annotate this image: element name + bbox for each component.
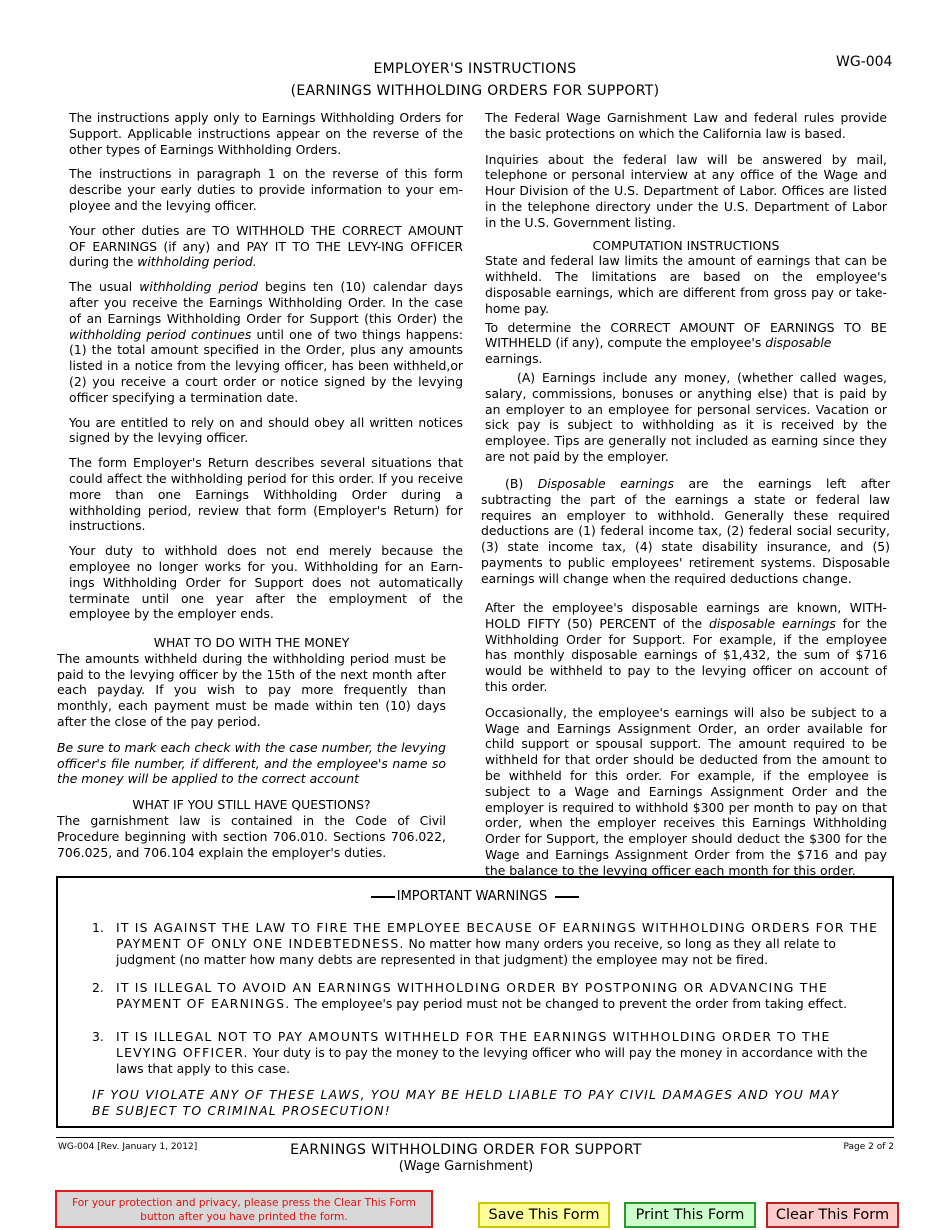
paragraph: State and federal law limits the amount of earnings that can be withheld. The limitations are based on the employee's disposable earnings, which are different from gross pay or take-home pay. <box>485 253 887 316</box>
right-column-end <box>485 600 887 888</box>
form-number: WG-004 <box>836 54 893 70</box>
footer-subtitle: (Wage Garnishment) <box>398 1159 534 1174</box>
paragraph: The form Employer's Return describes several situations that could affect the withholding period for this order. If you receive more than one Earnings Withholding Order during a withholding period, review that form (Employer's Return) for instructions. <box>69 455 463 534</box>
right-column <box>485 110 887 476</box>
page-number: Page 2 of 2 <box>843 1142 894 1152</box>
paragraph: The usual withholding period begins ten (10) calendar days after you receive the Earnings Withholding Order. In the case of an Earnings Withholding Order for Support (this Order) the withholding period continues until one of two things happens: (1) the total amount specified in the Order, plus any amounts listed in a notice from the levying officer, has been withheld,or (2) you receive a court order or notice signed by the levying officer specifying a termination date. <box>69 279 464 405</box>
warnings-closing: IF YOU VIOLATE ANY OF THESE LAWS, YOU MAY BE HELD LIABLE TO PAY CIVIL DAMAGES AND YOU MAY BE SUBJECT TO CRIMINAL PROSECUTION! <box>92 1087 840 1118</box>
paragraph: The instructions apply only to Earnings Withholding Orders for Support. Applicable instructions appear on the reverse of the other types of Earnings Withholding Orders. <box>69 110 463 157</box>
warning-item: 3. IT IS ILLEGAL NOT TO PAY AMOUNTS WITHHELD FOR THE EARNINGS WITHHOLDING ORDER TO THE LEVYING OFFICER. Your duty is to pay the money to the levying officer who will pay the money in accordance with the laws that apply to this case. <box>92 1029 868 1076</box>
right-column-cont <box>481 476 890 596</box>
paragraph: (A) Earnings include any money, (whether called wages, salary, commissions, bonuses or anything else) that is paid by an employer to an employee for personal services. Vacation or sick pay is subject to withholding as it is received by the employee. Tips are generally not included as earning since they are not paid by the employer. <box>485 369 887 464</box>
save-button[interactable]: Save This Form <box>478 1202 610 1228</box>
paragraph: The garnishment law is contained in the Code of Civil Procedure beginning with section 706.010. Sections 706.022, 706.025, and 706.104 explain the employer's duties. <box>57 812 446 860</box>
paragraph: Your other duties are TO WITHHOLD THE CORRECT AMOUNT OF EARNINGS (if any) and PAY IT TO THE LEVY-ING OFFICER during the withholding period. <box>69 222 463 270</box>
page-title: EMPLOYER'S INSTRUCTIONS <box>373 61 577 77</box>
paragraph: Inquiries about the federal law will be answered by mail, telephone or personal interview at any office of the Wage and Hour Division of the U.S. Department of Labor. Offices are listed in the telephone directory under the U.S. Department of Labor in the U.S. Government listing. <box>485 151 887 230</box>
money-section <box>57 635 446 869</box>
privacy-notice: For your protection and privacy, please press the Clear This Form button after you have printed the form. <box>55 1190 433 1228</box>
paragraph: The amounts withheld during the withholding period must be paid to the levying officer by the 15th of the next month after each payday. If you wish to pay more frequently than monthly, each payment must be made within ten (10) days after the close of the pay period. <box>57 650 446 729</box>
paragraph: The instructions in paragraph 1 on the reverse of this form describe your early duties to provide information to your em-ployee and the levying officer. <box>69 166 463 213</box>
left-column <box>69 110 463 629</box>
paragraph: (B) Disposable earnings are the earnings left after subtracting the part of the earnings a state or federal law requires an employer to withhold. Generally these required deductions are (1) federal income tax, (2) federal social security, (3) state income tax, (4) state disability insurance, and (5) payments to public employees' retirement systems. Disposable earnings will change when the required deductions change. <box>481 476 890 586</box>
warning-item: 2. IT IS ILLEGAL TO AVOID AN EARNINGS WITHHOLDING ORDER BY POSTPONING OR ADVANCING THE PAYMENT OF EARNINGS. The employee's pay period must not be changed to prevent the order from taking effect. <box>92 980 848 1011</box>
footer-divider <box>56 1137 894 1138</box>
revision-label: WG-004 [Rev. January 1, 2012] <box>58 1142 198 1152</box>
paragraph: After the employee's disposable earnings are known, WITH-HOLD FIFTY (50) PERCENT of the disposable earnings for the Withholding Order for Support. For example, if the employee has monthly disposable earnings of $1,432, the sum of $716 would be withheld to pay to the levying officer on account of this order. <box>485 600 887 694</box>
warnings-box <box>56 876 894 1128</box>
warnings-title: IMPORTANT WARNINGS <box>58 889 892 904</box>
section-heading: COMPUTATION INSTRUCTIONS <box>592 237 780 253</box>
page-subtitle: (EARNINGS WITHHOLDING ORDERS FOR SUPPORT) <box>290 83 660 99</box>
footer-title: EARNINGS WITHHOLDING ORDER FOR SUPPORT <box>290 1142 642 1158</box>
section-heading: WHAT IF YOU STILL HAVE QUESTIONS? <box>132 797 371 813</box>
paragraph: You are entitled to rely on and should obey all written notices signed by the levying officer. <box>69 414 463 446</box>
paragraph: Occasionally, the employee's earnings will also be subject to a Wage and Earnings Assignment Order, an order available for child support or spousal support. The amount required to be withheld for that order should be deducted from the amount to be withheld for this order. For example, if the employee is subject to a Wage and Earnings Assignment Order and the employer is required to withhold $300 per month to pay on that order, when the employer receives this Earnings Withholding Order for Support, the employer should deduct the $300 for the Wage and Earnings Assignment Order from the $716 and pay the balance to the levying officer each month for this order. <box>485 704 887 878</box>
warning-item: 1. IT IS AGAINST THE LAW TO FIRE THE EMPLOYEE BECAUSE OF EARNINGS WITHHOLDING ORDERS FOR THE PAYMENT OF ONLY ONE INDEBTEDNESS. No matter how many orders you receive, so long as they all relate to judgment (no matter how many debts are represented in that judgment) the employee may not be fired. <box>92 920 879 967</box>
print-button[interactable]: Print This Form <box>624 1202 756 1228</box>
paragraph: The Federal Wage Garnishment Law and federal rules provide the basic protections on which the California law is based. <box>485 110 887 141</box>
paragraph: Your duty to withhold does not end merely because the employee no longer works for you. Withholding for an Earn-ings Withholding Order for Support does not automatically terminate until one year after the employment of the employee by the employer ends. <box>69 543 463 622</box>
section-heading: WHAT TO DO WITH THE MONEY <box>153 635 350 650</box>
paragraph: Be sure to mark each check with the case number, the levying officer's file number, if different, and the employee's name so the money will be applied to the correct account <box>57 739 446 787</box>
clear-button[interactable]: Clear This Form <box>766 1202 899 1228</box>
paragraph: To determine the CORRECT AMOUNT OF EARNINGS TO BE WITHHELD (if any), compute the employee's disposable earnings. <box>485 319 887 367</box>
